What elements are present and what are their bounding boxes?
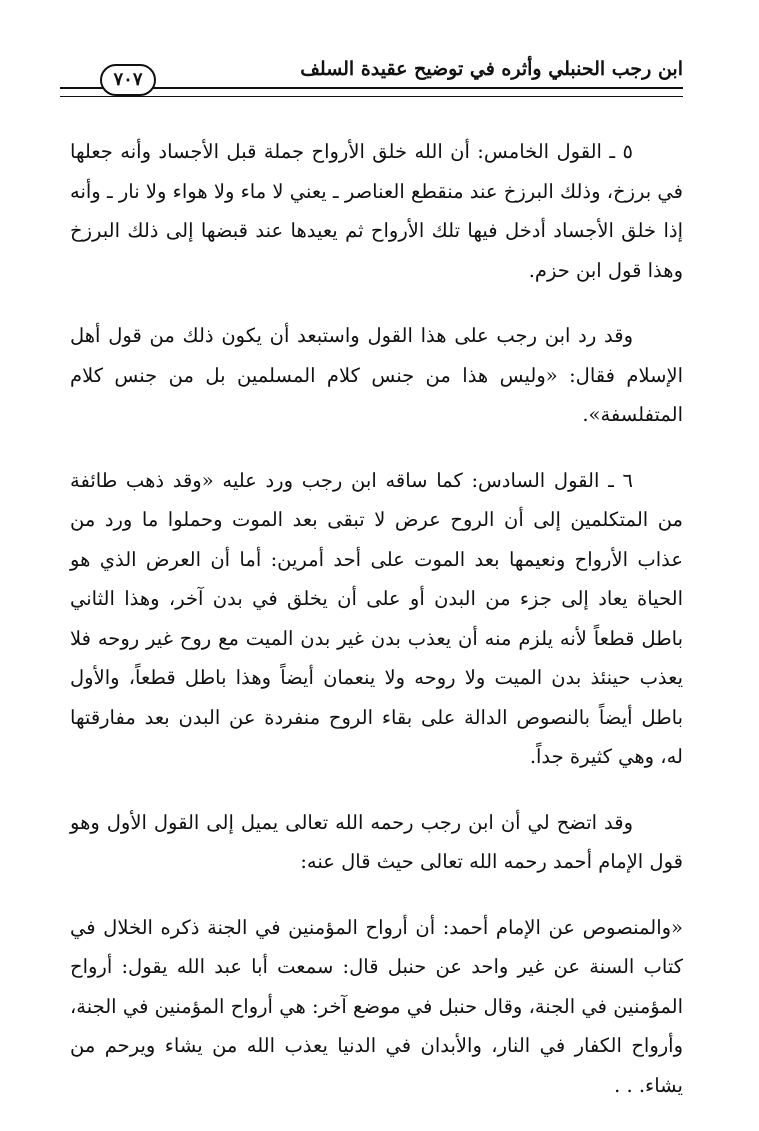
paragraph-sixth-opinion: ٦ ـ القول السادس: كما ساقه ابن رجب ورد عليه «وقد ذهب طائفة من المتكلمين إلى أن الروح عرض لا تبقى بعد الموت وحملوا ما ورد من عذاب الأرواح ونعيمها بعد الموت على أحد أمرين: أما أن العرض الذي هو الحياة يعاد إلى جزء من البدن أو على أن يخلق في بدن آخر، وهذا الثاني باطل قطعاً لأنه يلزم منه أن يعذب بدن غير بدن الميت مع روح غير روحه فلا يعذب حينئذ بدن الميت ولا روحه ولا ينعمان أيضاً وهذا باطل قطعاً، والأول باطل أيضاً بالنصوص الدالة على بقاء الروح منفردة عن البدن بعد مفارقتها له، وهي كثيرة جداً. <box>70 468 683 768</box>
running-title: ابن رجب الحنبلي وأثره في توضيح عقيدة السلف <box>300 58 683 80</box>
page-header <box>60 52 683 96</box>
paragraph-imam-ahmad-quote: «والمنصوص عن الإمام أحمد: أن أرواح المؤمنين في الجنة ذكره الخلال في كتاب السنة عن غير واحد عن حنبل قال: سمعت أبا عبد الله يقول: أرواح المؤمنين في الجنة، وقال حنبل في موضع آخر: هي أرواح المؤمنين في الجنة، وأرواح الكفار في النار، والأبدان في الدنيا يعذب الله من يشاء ويرحم من يشاء. . . <box>70 915 683 1097</box>
paragraph-fifth-opinion: ٥ ـ القول الخامس: أن الله خلق الأرواح جملة قبل الأجساد وأنه جعلها في برزخ، وذلك البرزخ عند منقطع العناصر ـ يعني لا ماء ولا هواء ولا نار ـ وأنه إذا خلق الأجساد أدخل فيها تلك الأرواح ثم يعيدها عند قبضها إلى ذلك البرزخ وهذا قول ابن حزم. <box>70 140 683 282</box>
page-body <box>70 132 683 1131</box>
page-number: ٧٠٧ <box>100 64 156 96</box>
paragraph-author-view: وقد اتضح لي أن ابن رجب رحمه الله تعالى يميل إلى القول الأول وهو قول الإمام أحمد رحمه الله تعالى حيث قال عنه: <box>70 810 683 873</box>
paragraph-ibn-rajab-rebuttal: وقد رد ابن رجب على هذا القول واستبعد أن يكون ذلك من قول أهل الإسلام فقال: «وليس هذا من جنس كلام المسلمين بل من جنس كلام المتفلسفة». <box>70 324 683 426</box>
